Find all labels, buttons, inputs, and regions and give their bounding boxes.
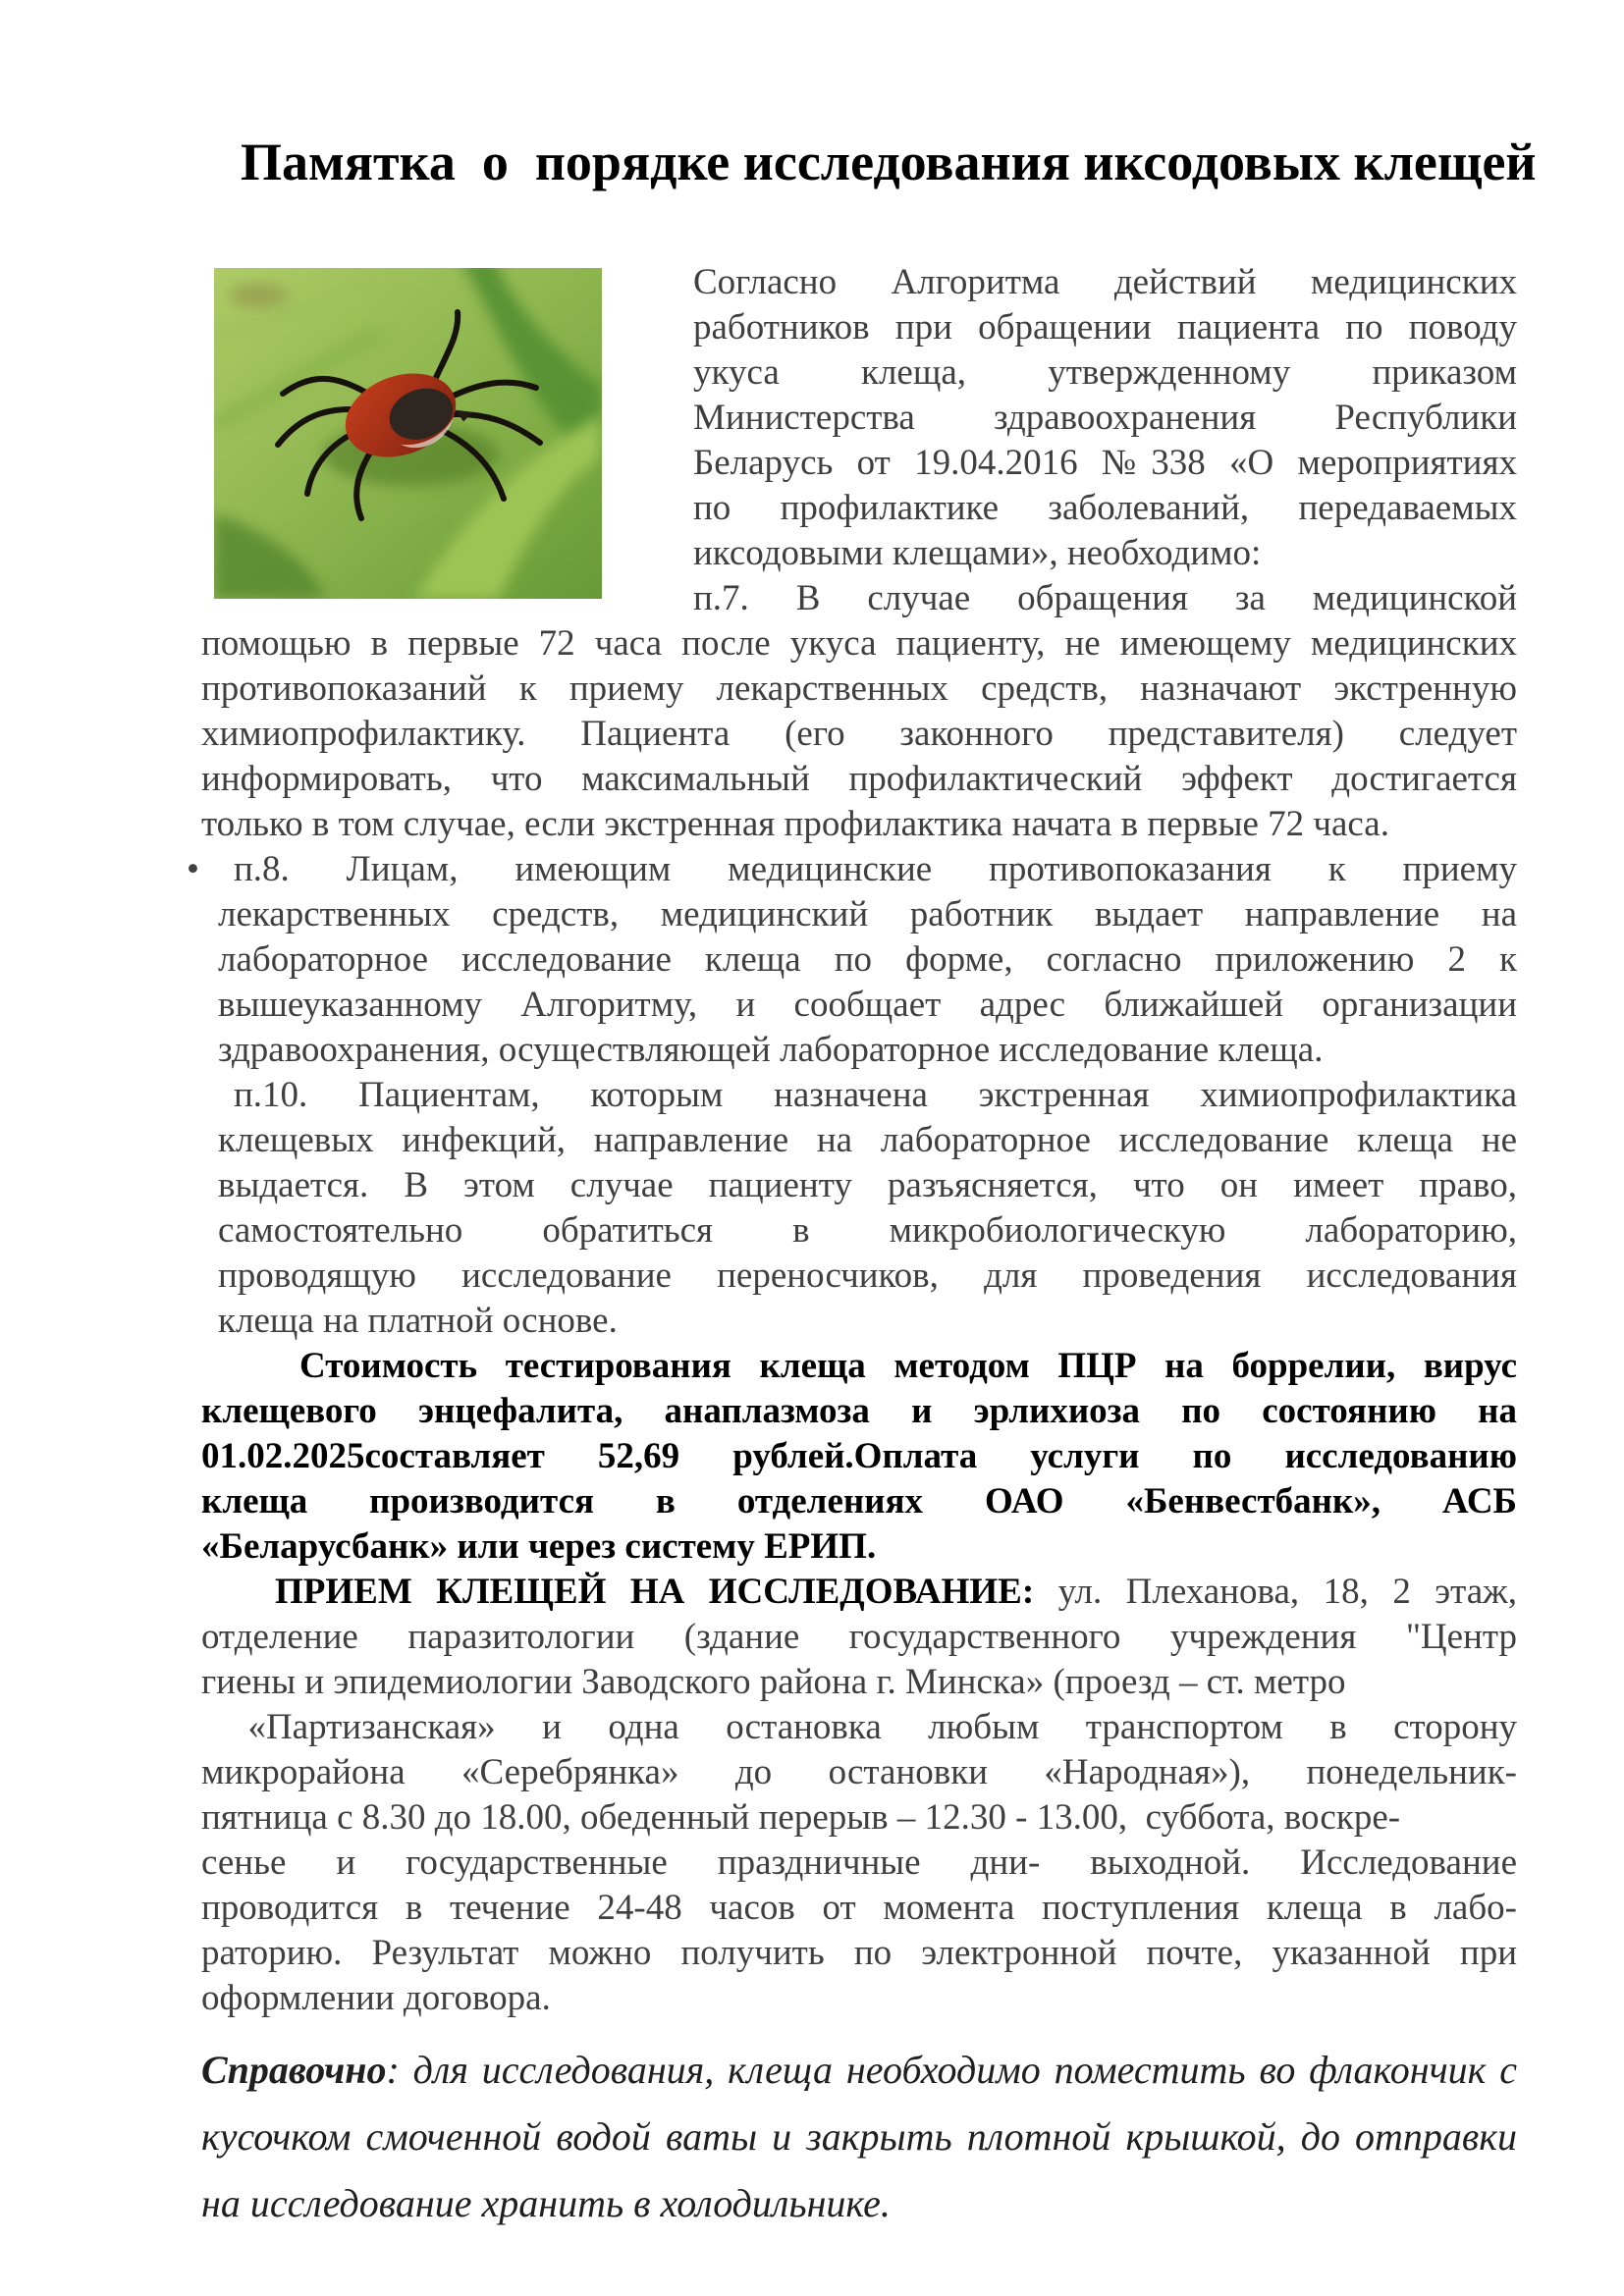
text-line (218, 1254, 1517, 1299)
text-run: ул. Плеханова, 18, 2 этаж, (1034, 1572, 1517, 1612)
text-run: помощью в первые 72 часа после укуса пациенту, не имеющему медицинских (201, 623, 1517, 664)
text-line (201, 2037, 1517, 2104)
text-run: противопоказаний к приему лекарственных средств, назначают экстренную (201, 668, 1517, 709)
text-line (201, 396, 1517, 441)
text-line (201, 1660, 1517, 1705)
text-run: «Беларусбанк» или через систему ЕРИП. (201, 1526, 877, 1567)
text-line (218, 1208, 1517, 1254)
point-8-paragraph (187, 847, 1517, 1073)
text-run: микрорайона «Серебрянка» до остановки «Народная»), понедельник- (201, 1752, 1517, 1792)
text-run: п.8. Лицам, имеющим медицинские противопоказания к приему (234, 849, 1517, 889)
text-line (201, 350, 1517, 396)
text-run: проводящую исследование переносчиков, для проведения исследования (218, 1255, 1517, 1296)
text-run: на исследование хранить в холодильнике. (201, 2181, 891, 2225)
text-line (201, 441, 1517, 486)
text-line (201, 1434, 1517, 1479)
text-run: здравоохранения, осуществляющей лабораторное исследование клеща. (218, 1030, 1324, 1070)
text-line (201, 1389, 1517, 1434)
text-line (218, 1028, 1517, 1073)
text-run: Беларусь от 19.04.2016 №338 «О мероприятиях (693, 443, 1517, 483)
cost-paragraph (201, 1344, 1517, 1570)
text-run: самостоятельно обратиться в микробиологическую лабораторию, (218, 1210, 1517, 1251)
text-run: лекарственных средств, медицинский работник выдает направление на (218, 894, 1517, 934)
text-run: иксодовыми клещами», необходимо: (693, 533, 1262, 573)
text-run: раторию. Результат можно получить по электронной почте, указанной при (201, 1933, 1517, 1973)
text-line (201, 2104, 1517, 2170)
text-run: химиопрофилактику. Пациента (его законного представителя) следует (201, 714, 1517, 754)
point-10-paragraph (201, 1073, 1517, 1344)
text-run: работников при обращении пациента по поводу (693, 307, 1517, 347)
text-run: клещевого энцефалита, анаплазмоза и эрлихиоза по состоянию на (201, 1391, 1517, 1431)
text-line (187, 847, 1517, 892)
text-run: клеща на платной основе. (218, 1301, 618, 1341)
text-line (201, 1750, 1517, 1795)
text-run: «Партизанская» и одна остановка любым транспортом в сторону (201, 1707, 1518, 1747)
text-line (201, 1705, 1517, 1750)
text-line (201, 1795, 1517, 1841)
text-run: пятница с 8.30 до 18.00, обеденный перерыв – 12.30 - 13.00, суббота, воскре- (201, 1797, 1401, 1838)
text-line (201, 576, 1517, 621)
text-line (218, 983, 1517, 1028)
text-run: информировать, что максимальный профилактический эффект достигается (201, 759, 1517, 799)
text-line (201, 1931, 1517, 1976)
text-run: ПРИЕМ КЛЕЩЕЙ НА ИССЛЕДОВАНИЕ: (275, 1572, 1035, 1612)
text-run: Стоимость тестирования клеща методом ПЦР на боррелии, вирус (299, 1346, 1517, 1386)
text-line (218, 1163, 1517, 1208)
text-line (201, 667, 1517, 712)
text-run: проводится в течение 24-48 часов от момента поступления клеща в лабо- (201, 1888, 1517, 1928)
text-line (201, 1524, 1517, 1570)
text-line (201, 2170, 1517, 2237)
page-title: Памятка о порядке исследования иксодовых клещей (241, 133, 1537, 191)
text-run: 01.02.2025составляет 52,69 рублей.Оплата услуги по исследованию (201, 1436, 1517, 1476)
text-run: Справочно (201, 2048, 387, 2092)
text-run: вышеуказанному Алгоритму, и сообщает адрес ближайшей организации (218, 985, 1517, 1025)
text-line (201, 802, 1517, 847)
text-line (201, 531, 1517, 576)
text-line (201, 1344, 1517, 1389)
text-run: Согласно Алгоритма действий медицинских (693, 262, 1517, 302)
text-line (218, 1299, 1517, 1344)
text-line (201, 305, 1517, 350)
text-line (201, 1976, 1517, 2021)
text-line (201, 712, 1517, 757)
text-run: укуса клеща, утвержденному приказом (693, 352, 1517, 393)
text-run: лабораторное исследование клеща по форме, согласно приложению 2 к (218, 939, 1517, 980)
text-line (201, 486, 1517, 531)
text-run: отделение паразитологии (здание государственного учреждения "Центр (201, 1617, 1517, 1657)
text-line (201, 1841, 1517, 1886)
text-line (201, 1479, 1517, 1524)
text-line (201, 621, 1517, 667)
text-run: гиены и эпидемиологии Заводского района г. Минска» (проезд – ст. метро (201, 1662, 1346, 1702)
text-line (218, 1118, 1517, 1163)
text-line (218, 892, 1517, 937)
text-line (201, 260, 1517, 305)
text-run: оформлении договора. (201, 1978, 551, 2018)
text-line (218, 1073, 1517, 1118)
text-run: п.7. В случае обращения за медицинской (693, 578, 1517, 618)
bullet-marker: • (187, 849, 199, 889)
text-run: : для исследования, клеща необходимо поместить во флакончик с (386, 2048, 1517, 2092)
text-run: кусочком смоченной водой ваты и закрыть плотной крышкой, до отправки (201, 2114, 1517, 2159)
text-run: Министерства здравоохранения Республики (693, 398, 1517, 438)
text-line (201, 1570, 1517, 1615)
text-run: клещевых инфекций, направление на лабораторное исследование клеща не (218, 1120, 1517, 1160)
text-line (201, 1615, 1517, 1660)
text-run: выдается. В этом случае пациенту разъясняется, что он имеет право, (218, 1165, 1517, 1205)
text-line (201, 757, 1517, 802)
intro-section (201, 260, 1517, 847)
intro-beside-photo (201, 260, 1517, 621)
text-run: по профилактике заболеваний, передаваемых (693, 488, 1517, 528)
text-line (218, 937, 1517, 983)
intro-continued (201, 621, 1517, 847)
text-run: п.10. Пациентам, которым назначена экстренная химиопрофилактика (234, 1075, 1517, 1115)
text-run: сенье и государственные праздничные дни- выходной. Исследование (201, 1842, 1517, 1883)
text-run: клеща производится в отделениях ОАО «Бенвестбанк», АСБ (201, 1481, 1517, 1522)
text-line (201, 1886, 1517, 1931)
reference-note (201, 2037, 1517, 2237)
text-run: только в том случае, если экстренная профилактика начата в первые 72 часа. (201, 804, 1389, 844)
reception-paragraph (201, 1570, 1517, 2021)
